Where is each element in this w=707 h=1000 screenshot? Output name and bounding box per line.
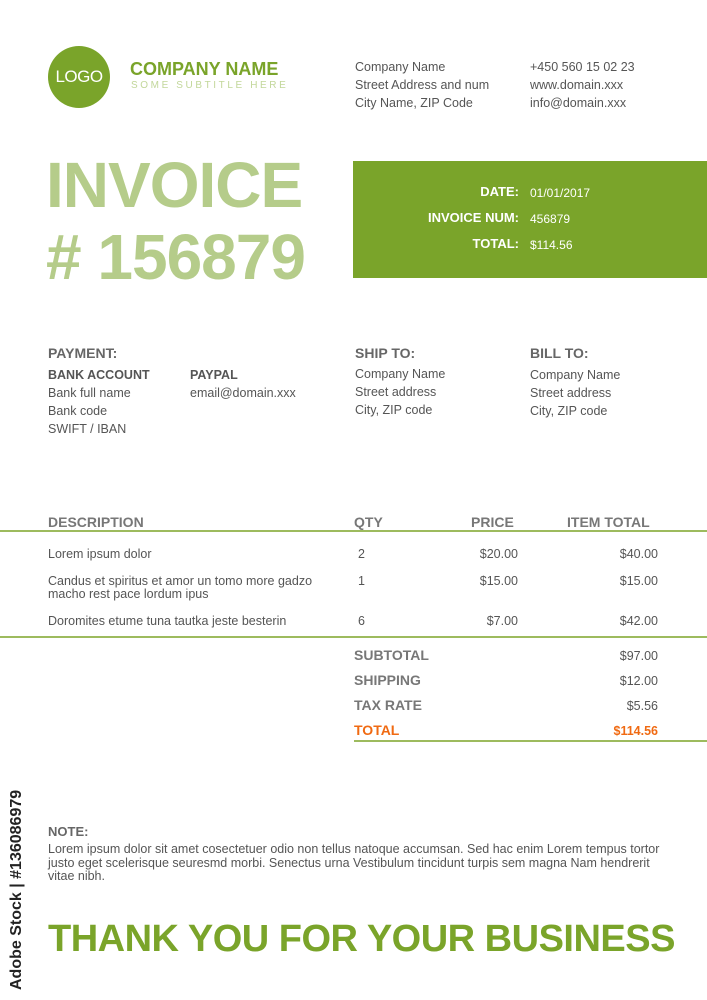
bank-line: SWIFT / IBAN [48, 422, 127, 436]
row-qty: 6 [358, 614, 365, 628]
thank-you-message: THANK YOU FOR YOUR BUSINESS [48, 918, 675, 960]
table-footer-rule [0, 636, 707, 638]
row-description-cont: macho rest pace lordum ipus [48, 587, 209, 601]
tax-rate-value: $5.56 [626, 699, 658, 713]
stock-watermark [4, 760, 30, 990]
col-price: PRICE [471, 514, 514, 530]
row-description: Lorem ipsum dolor [48, 547, 152, 561]
ship-line: Street address [355, 385, 437, 399]
shipping-value: $12.00 [619, 674, 658, 688]
note-heading: NOTE: [48, 824, 89, 839]
row-qty: 2 [358, 547, 365, 561]
row-description: Doromites etume tuna tautka jeste besterin [48, 614, 287, 628]
paypal-email: email@domain.xxx [190, 386, 296, 400]
row-description: Candus et spiritus et amor un tomo more gadzo [48, 574, 313, 588]
invoice-number: # 156879 [46, 221, 305, 293]
note-text: Lorem ipsum dolor sit amet cosectetuer odio non tellus natoque accumsan. Sed hac enim Lorem tempus tortor justo eget scelerisque seuresmd morbi. Senectus urna Vestibulum tincidunt turpis sem magna Nam hendrerit vitae nibh. [48, 842, 660, 883]
row-price: $7.00 [486, 614, 518, 628]
bill-to-heading: BILL TO: [530, 345, 589, 361]
invoice-summary-box [353, 161, 707, 278]
bill-line: City, ZIP code [530, 404, 608, 418]
bank-details [48, 384, 131, 438]
bill-to-address [530, 366, 620, 420]
bank-line: Bank code [48, 404, 108, 418]
grand-total-value: $114.56 [613, 724, 658, 738]
ship-line: City, ZIP code [355, 403, 433, 417]
company-contact [530, 58, 635, 112]
date-label: DATE: [480, 184, 519, 199]
payment-heading: PAYMENT: [48, 345, 118, 361]
paypal-heading: PAYPAL [190, 368, 238, 382]
col-item-total: ITEM TOTAL [567, 514, 650, 530]
invoice-num-value: 456879 [530, 212, 571, 226]
row-qty: 1 [358, 574, 365, 588]
invoice-num-label: INVOICE NUM: [428, 210, 519, 225]
logo [48, 46, 110, 108]
phone: +450 560 15 02 23 [530, 60, 635, 74]
subtotal-label: SUBTOTAL [354, 647, 429, 663]
logo-text: LOGO [55, 67, 103, 86]
totals-rule [354, 740, 707, 742]
col-description: DESCRIPTION [48, 514, 144, 530]
bank-account-heading: BANK ACCOUNT [48, 368, 150, 382]
shipping-label: SHIPPING [354, 672, 421, 688]
row-total: $15.00 [619, 574, 658, 588]
total-value: $114.56 [530, 238, 573, 252]
table-header-rule [0, 530, 707, 532]
ship-to-heading: SHIP TO: [355, 345, 416, 361]
ship-line: Company Name [355, 367, 446, 381]
row-price: $15.00 [479, 574, 518, 588]
email: info@domain.xxx [530, 96, 627, 110]
total-label: TOTAL: [472, 236, 519, 251]
ship-to-address [355, 365, 445, 419]
bank-line: Bank full name [48, 386, 131, 400]
address-line: Street Address and num [355, 78, 490, 92]
col-qty: QTY [354, 514, 383, 530]
address-line: City Name, ZIP Code [355, 96, 473, 110]
date-value: 01/01/2017 [530, 186, 591, 200]
address-line: Company Name [355, 60, 446, 74]
row-total: $42.00 [619, 614, 658, 628]
website: www.domain.xxx [530, 78, 624, 92]
bill-line: Street address [530, 386, 612, 400]
tax-rate-label: TAX RATE [354, 697, 422, 713]
grand-total-label: TOTAL [354, 722, 400, 738]
company-subtitle: SOME SUBTITLE HERE [131, 80, 289, 91]
row-price: $20.00 [479, 547, 518, 561]
row-total: $40.00 [619, 547, 658, 561]
company-address [355, 58, 489, 112]
subtotal-value: $97.00 [619, 649, 658, 663]
bill-line: Company Name [530, 368, 621, 382]
company-name: COMPANY NAME [130, 59, 279, 79]
invoice-title: INVOICE [46, 149, 303, 221]
watermark-text: Adobe Stock | #136086979 [8, 789, 25, 990]
